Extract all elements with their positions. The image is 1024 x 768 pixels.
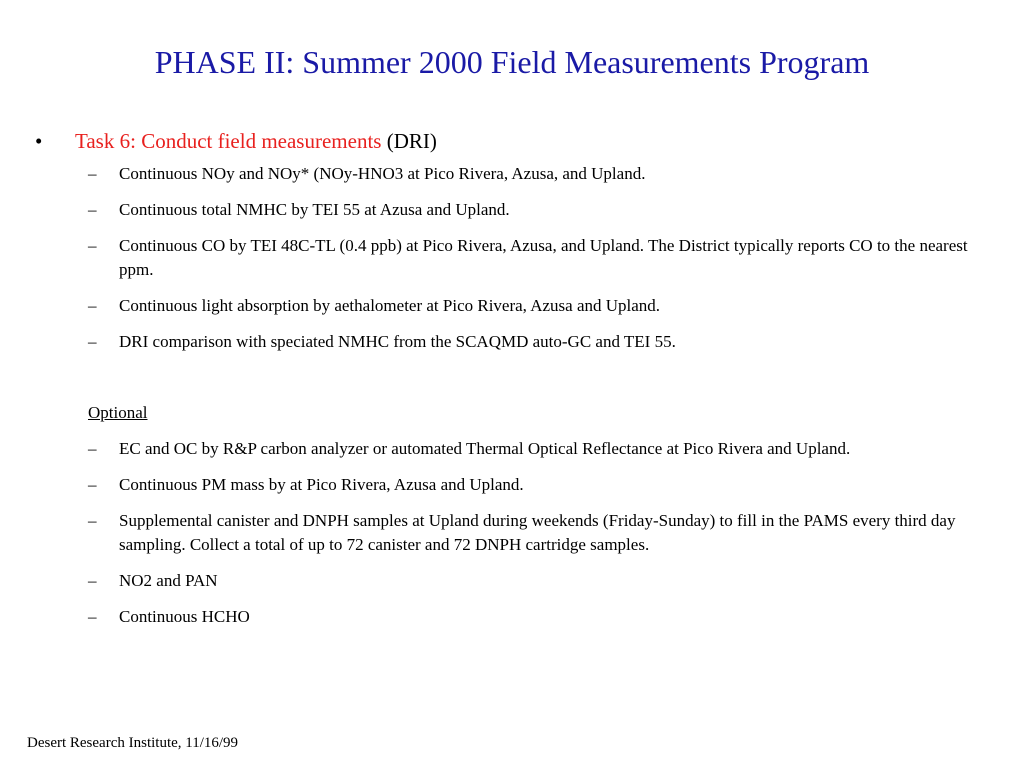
dash-marker: – <box>88 236 97 255</box>
task-label: Task 6: Conduct field measurements <box>75 129 382 153</box>
list-item-text: Continuous light absorption by aethalometer at Pico Rivera, Azusa and Upland. <box>119 296 661 315</box>
list-item <box>88 234 992 282</box>
list-item-text: DRI comparison with speciated NMHC from the SCAQMD auto-GC and TEI 55. <box>119 332 676 351</box>
dash-marker: – <box>88 296 97 315</box>
dash-marker: – <box>88 332 97 351</box>
bullet-marker: • <box>35 129 43 153</box>
list-item-text: Continuous PM mass by at Pico Rivera, Azusa and Upland. <box>119 475 524 494</box>
list-item <box>88 509 992 557</box>
list-item-text: Continuous HCHO <box>119 607 250 626</box>
dash-marker: – <box>88 200 97 219</box>
dash-marker: – <box>88 439 97 458</box>
list-item <box>88 473 992 497</box>
dash-marker: – <box>88 511 97 530</box>
dash-marker: – <box>88 164 97 183</box>
dash-marker: – <box>88 607 97 626</box>
list-item <box>88 330 992 354</box>
list-item <box>88 569 992 593</box>
dash-marker: – <box>88 571 97 590</box>
list-item <box>88 198 992 222</box>
list-item-text: EC and OC by R&P carbon analyzer or automated Thermal Optical Reflectance at Pico Rivera and Upland. <box>119 439 851 458</box>
list-item-text: NO2 and PAN <box>119 571 218 590</box>
list-item-text: Continuous total NMHC by TEI 55 at Azusa and Upland. <box>119 200 510 219</box>
list-item <box>88 437 992 461</box>
optional-heading: Optional <box>88 403 148 422</box>
list-item <box>88 294 992 318</box>
slide-footer: Desert Research Institute, 11/16/99 <box>27 735 239 751</box>
list-item-text: Continuous NOy and NOy* (NOy-HNO3 at Pico Rivera, Azusa, and Upland. <box>119 164 646 183</box>
task-org: (DRI) <box>381 129 437 153</box>
task-bullet-line <box>35 128 437 154</box>
list-item <box>88 605 992 629</box>
list-item <box>88 162 992 186</box>
list-item-text: Supplemental canister and DNPH samples at Upland during weekends (Friday-Sunday) to fill in the PAMS every third day sampling. Collect a total of up to 72 canister and 72 DNPH cartridge samples. <box>119 511 956 554</box>
slide-title: PHASE II: Summer 2000 Field Measurements Program <box>154 44 870 80</box>
list-item-text: Continuous CO by TEI 48C-TL (0.4 ppb) at Pico Rivera, Azusa, and Upland. The District typically reports CO to the nearest ppm. <box>119 236 968 279</box>
dash-marker: – <box>88 475 97 494</box>
